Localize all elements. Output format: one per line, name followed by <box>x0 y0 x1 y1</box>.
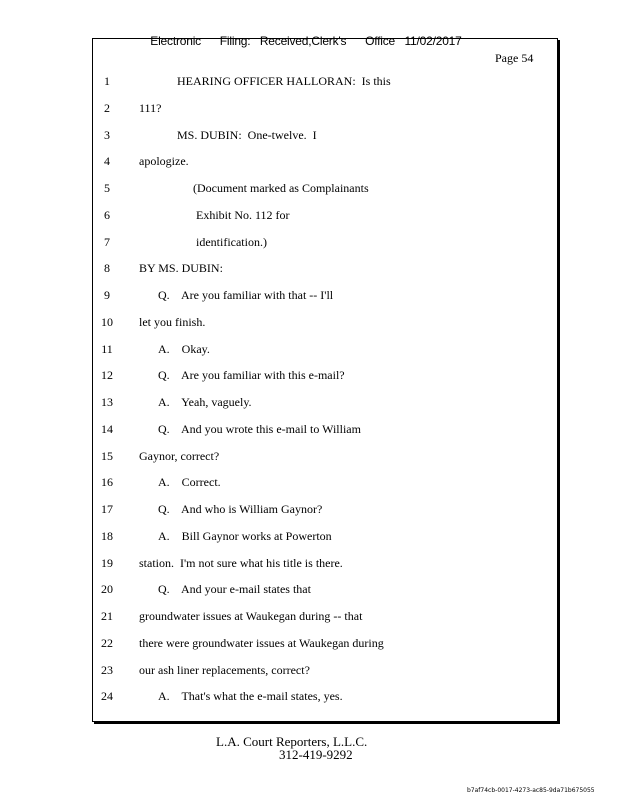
line-number: 5 <box>104 181 110 195</box>
header-electronic: Electronic <box>150 34 201 48</box>
court-reporter-phone: 312-419-9292 <box>279 747 353 762</box>
line-number: 24 <box>101 689 113 703</box>
transcript-line-text: our ash liner replacements, correct? <box>139 663 310 677</box>
line-number: 23 <box>101 663 113 677</box>
transcript-line-text: BY MS. DUBIN: <box>139 261 223 275</box>
line-number: 13 <box>101 395 113 409</box>
transcript-line-text: apologize. <box>139 154 189 168</box>
line-number: 16 <box>101 475 113 489</box>
transcript-line-text: groundwater issues at Waukegan during -- that <box>139 609 363 623</box>
transcript-line-text: Q. Are you familiar with this e-mail? <box>158 368 345 382</box>
line-number: 14 <box>101 422 113 436</box>
line-number: 1 <box>104 74 110 88</box>
line-number: 7 <box>104 235 110 249</box>
line-number: 3 <box>104 128 110 142</box>
transcript-line-text: A. Yeah, vaguely. <box>158 395 252 409</box>
page-number: Page 54 <box>495 51 534 65</box>
line-number: 20 <box>101 582 113 596</box>
transcript-line-text: Gaynor, correct? <box>139 449 220 463</box>
transcript-line-text: Q. And you wrote this e-mail to William <box>158 422 361 436</box>
transcript-line-text: HEARING OFFICER HALLORAN: Is this <box>177 74 391 88</box>
header-date: 11/02/2017 <box>404 34 462 48</box>
line-number: 10 <box>101 315 113 329</box>
transcript-line-text: A. Correct. <box>158 475 221 489</box>
transcript-line-text: Q. And your e-mail states that <box>158 582 311 596</box>
header-office: Office <box>365 34 396 48</box>
transcript-line-text: A. Okay. <box>158 342 210 356</box>
line-number: 6 <box>104 208 110 222</box>
line-number: 8 <box>104 261 110 275</box>
line-number: 18 <box>101 529 113 543</box>
line-number: 12 <box>101 368 113 382</box>
transcript-line-text: there were groundwater issues at Waukegan during <box>139 636 384 650</box>
line-number: 22 <box>101 636 113 650</box>
line-number: 2 <box>104 101 110 115</box>
transcript-line-text: Q. Are you familiar with that -- I'll <box>158 288 334 302</box>
header-filing: Filing: <box>219 34 251 48</box>
transcript-line-text: (Document marked as Complainants <box>193 181 369 195</box>
line-number: 15 <box>101 449 113 463</box>
line-number: 9 <box>104 288 110 302</box>
document-hash: b7af74cb-0017-4273-ac85-9da71b675055 <box>467 787 595 794</box>
court-reporter-name: L.A. Court Reporters, L.L.C. <box>216 734 368 749</box>
line-number: 19 <box>101 556 113 570</box>
transcript-line-text: let you finish. <box>139 315 206 329</box>
line-number: 17 <box>101 502 113 516</box>
transcript-line-text: station. I'm not sure what his title is there. <box>139 556 343 570</box>
line-number: 4 <box>104 154 110 168</box>
line-number: 21 <box>101 609 113 623</box>
transcript-line-text: A. Bill Gaynor works at Powerton <box>158 529 332 543</box>
transcript-line-text: identification.) <box>196 235 267 249</box>
transcript-line-text: 111? <box>139 101 162 115</box>
transcript-line-text: MS. DUBIN: One-twelve. I <box>177 128 317 142</box>
transcript-line-text: A. That's what the e-mail states, yes. <box>158 689 343 703</box>
transcript-line-text: Q. And who is William Gaynor? <box>158 502 323 516</box>
header-received: Received,Clerk's <box>259 34 347 48</box>
transcript-line-text: Exhibit No. 112 for <box>196 208 290 222</box>
line-number: 11 <box>101 342 113 356</box>
